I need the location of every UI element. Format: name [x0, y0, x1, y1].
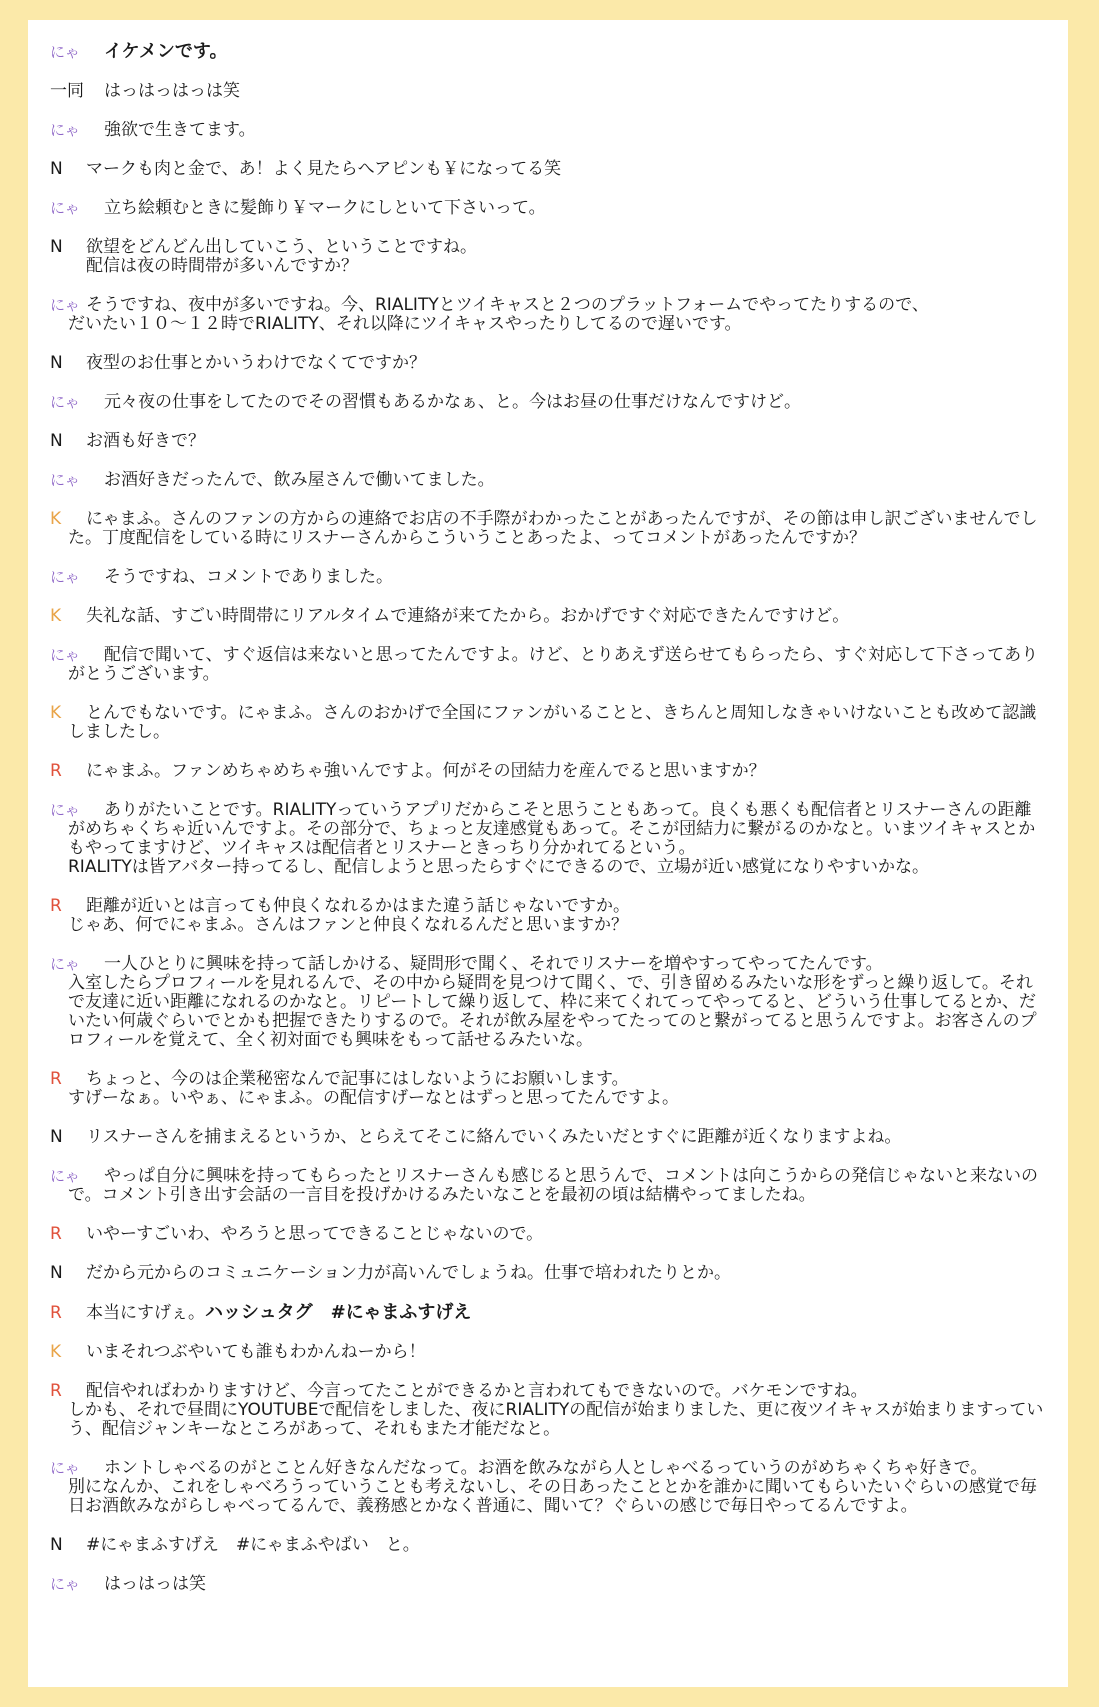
speaker-label: にゃ [50, 955, 80, 973]
dialogue-line [50, 121, 1046, 140]
dialogue-text: いやーすごいわ、やろうと思ってできることじゃないので。 [86, 1224, 544, 1244]
dialogue-line [50, 160, 1046, 179]
dialogue-text: お酒も好きで？ [86, 431, 205, 451]
speaker-label: にゃ [50, 568, 80, 586]
dialogue-line [50, 432, 1046, 451]
dialogue-text: やっぱ自分に興味を持ってもらったとリスナーさんも感じると思うんで、コメントは向こうからの発信じゃないと来ないので。コメント引き出す会話の一言目を投げかけるみたいなことを最初の頃は結構やってましたね。 [68, 1166, 1038, 1205]
interview-panel [28, 20, 1068, 1687]
speaker-label: R [50, 1069, 62, 1089]
dialogue-line [50, 955, 1046, 1050]
speaker-label: N [50, 1263, 63, 1283]
dialogue-text: 夜型のお仕事とかいうわけでなくてですか？ [86, 353, 426, 373]
dialogue-text: ちょっと、今のは企業秘密なんで記事にはしないようにお願いします。 [86, 1069, 629, 1089]
dialogue-text: とんでもないです。にゃまふ。さんのおかげで全国にファンがいることと、きちんと周知しなきゃいけないことも改めて認識しましたし。 [68, 703, 1037, 742]
dialogue-text: イケメンです。 [104, 41, 228, 62]
dialogue-line [50, 238, 1046, 276]
dialogue-line [50, 646, 1046, 684]
dialogue-text-cont: すげーなぁ。いやぁ、にゃまふ。の配信すげーなとはずっと思ってたんですよ。 [68, 1088, 679, 1108]
speaker-label: N [50, 1127, 63, 1147]
dialogue-line [50, 1303, 1046, 1323]
dialogue-text: はっはっは笑 [104, 1574, 206, 1594]
speaker-label: N [50, 431, 63, 451]
dialogue-text: #にゃまふすげえ #にゃまふやばい と。 [86, 1535, 420, 1555]
dialogue-line [50, 1167, 1046, 1205]
speaker-label: R [50, 1381, 62, 1401]
dialogue-line [50, 393, 1046, 412]
dialogue-text: 失礼な話、すごい時間帯にリアルタイムで連絡が来てたから。おかげですぐ対応できたんですけど。 [86, 606, 850, 626]
dialogue-text-cont: RIALITYは皆アバター持ってるし、配信しようと思ったらすぐにできるので、立場が近い感覚になりやすいかな。 [68, 857, 930, 877]
speaker-label: N [50, 1535, 63, 1555]
speaker-label: N [50, 353, 63, 373]
speaker-label: にゃ [50, 121, 80, 139]
dialogue-line [50, 82, 1046, 101]
dialogue-line [50, 801, 1046, 877]
speaker-label: にゃ [50, 393, 80, 411]
dialogue-line [50, 199, 1046, 218]
dialogue-text: ホントしゃべるのがとことん好きなんだなって。お酒を飲みながら人としゃべるっていうのがめちゃくちゃ好きで。 [104, 1458, 988, 1478]
dialogue-line [50, 1536, 1046, 1555]
speaker-label: にゃ [50, 1575, 80, 1593]
speaker-label: R [50, 1224, 62, 1244]
speaker-label: N [50, 237, 63, 257]
dialogue-text: 元々夜の仕事をしてたのでその習慣もあるかなぁ、と。今はお昼の仕事だけなんですけど。 [104, 392, 801, 412]
dialogue-text: お酒好きだったんで、飲み屋さんで働いてました。 [104, 470, 495, 490]
dialogue-line [50, 354, 1046, 373]
dialogue-text: リスナーさんを捕まえるというか、とらえてそこに絡んでいくみたいだとすぐに距離が近くなりますよね。 [86, 1127, 902, 1147]
dialogue-line [50, 42, 1046, 62]
dialogue-line [50, 762, 1046, 781]
dialogue-text: 一人ひとりに興味を持って話しかける、疑問形で聞く、それでリスナーを増やすってやってたんです。 [104, 954, 883, 974]
speaker-label: にゃ [50, 1167, 80, 1185]
speaker-label: K [50, 606, 62, 626]
dialogue-text: にゃまふ。ファンめちゃめちゃ強いんですよ。何がその団結力を産んでると思いますか？ [86, 761, 766, 781]
dialogue-line [50, 568, 1046, 587]
speaker-label: R [50, 896, 62, 916]
speaker-label: にゃ [50, 646, 80, 664]
dialogue-text: 本当にすげぇ。 [86, 1303, 205, 1323]
dialogue-text: いまそれつぶやいても誰もわかんねーから！ [86, 1342, 426, 1362]
dialogue-text: にゃまふ。さんのファンの方からの連絡でお店の不手際がわかったことがあったんですが、その節は申し訳ございませんでした。丁度配信をしている時にリスナーさんからこういうことあったよ、ってコメントがあったんですか？ [68, 509, 1038, 548]
dialogue-line [50, 704, 1046, 742]
dialogue-text: ありがたいことです。RIALITYっていうアプリだからこそと思うこともあって。良くも悪くも配信者とリスナーさんの距離がめちゃくちゃ近いんですよ。その部分で、ちょっと友達感覚もあって。そこが団結力に繋がるのかなと。いまツイキャスとかもやってますけど、ツイキャスは配信者とリスナーときっちり分かれてるという。 [68, 800, 1036, 858]
speaker-label: にゃ [50, 801, 80, 819]
hashtag-emphasis: ハッシュタグ #にゃまふすげえ [205, 1302, 472, 1323]
dialogue-text-cont: じゃあ、何でにゃまふ。さんはファンと仲良くなれるんだと思いますか？ [68, 915, 628, 935]
dialogue-text: 配信やればわかりますけど、今言ってたことができるかと言われてもできないので。バケモンですね。 [86, 1381, 868, 1401]
dialogue-text: マークも肉と金で、あ！よく見たらへアピンも￥になってる笑 [86, 159, 562, 179]
dialogue-line [50, 1264, 1046, 1283]
dialogue-text: そうですね、コメントでありました。 [104, 567, 393, 587]
dialogue-line [50, 1575, 1046, 1594]
speaker-label: にゃ [50, 199, 80, 217]
speaker-label: R [50, 761, 62, 781]
speaker-label: にゃ [50, 471, 80, 489]
dialogue-line [50, 1070, 1046, 1108]
speaker-label: R [50, 1303, 62, 1323]
dialogue-text-cont: 入室したらプロフィールを見れるんで、その中から疑問を見つけて聞く、で、引き留めるみたいな形をずっと繰り返して。それで友達に近い距離になれるのかなと。リピートして繰り返して、枠に来てくれてってやってると、どういう仕事してるとか、だいたい何歳ぐらいでとかも把握できたりするので。それが飲み屋をやってたってのと繋がってると思うんですよ。お客さんのプロフィールを覚えて、全く初対面でも興味をもって話せるみたいな。 [68, 973, 1037, 1050]
dialogue-line [50, 296, 1046, 334]
speaker-label: 一同 [50, 81, 84, 101]
dialogue-line [50, 1459, 1046, 1516]
dialogue-text-cont: 配信は夜の時間帯が多いんですか？ [86, 256, 358, 276]
dialogue-text: 立ち絵頼むときに髪飾り￥マークにしといて下さいって。 [104, 198, 546, 218]
speaker-label: にゃ [50, 43, 80, 61]
dialogue-line [50, 1225, 1046, 1244]
dialogue-line [50, 471, 1046, 490]
speaker-label: N [50, 159, 63, 179]
dialogue-line [50, 1128, 1046, 1147]
dialogue-text: 強欲で生きてます。 [104, 120, 256, 140]
dialogue-text: 欲望をどんどん出していこう、ということですね。 [86, 237, 477, 257]
speaker-label: にゃ [50, 296, 80, 314]
dialogue-text: だから元からのコミュニケーション力が高いんでしょうね。仕事で培われたりとか。 [86, 1263, 731, 1283]
dialogue-text-cont: だいたい１０～１２時でRIALITY、それ以降にツイキャスやったりしてるので遅いです。 [68, 314, 742, 334]
dialogue-text-cont: しかも、それで昼間にYOUTUBEで配信をしました、夜にRIALITYの配信が始まりました、更に夜ツイキャスが始まりますっていう、配信ジャンキーなところがあって、それもまた才能だなと。 [68, 1400, 1044, 1439]
dialogue-text-cont: 別になんか、これをしゃべろうっていうことも考えないし、その日あったこととかを誰かに聞いてもらいたいぐらいの感覚で毎日お酒飲みながらしゃべってるんで、義務感とかなく普通に、聞いて？ぐらいの感じで毎日やってるんですよ。 [68, 1477, 1037, 1516]
speaker-label: K [50, 1342, 62, 1362]
dialogue-text: 配信で聞いて、すぐ返信は来ないと思ってたんですよ。けど、とりあえず送らせてもらったら、すぐ対応して下さってありがとうございます。 [68, 645, 1039, 684]
speaker-label: K [50, 703, 62, 723]
dialogue-line [50, 897, 1046, 935]
dialogue-line [50, 1343, 1046, 1362]
dialogue-line [50, 510, 1046, 548]
speaker-label: K [50, 509, 62, 529]
dialogue-text: そうですね、夜中が多いですね。今、RIALITYとツイキャスと２つのプラットフォームでやってたりするので、 [86, 295, 929, 315]
dialogue-text: 距離が近いとは言っても仲良くなれるかはまた違う話じゃないですか。 [86, 896, 630, 916]
dialogue-text: はっはっはっは笑 [104, 81, 240, 101]
dialogue-line [50, 607, 1046, 626]
speaker-label: にゃ [50, 1459, 80, 1477]
dialogue-line [50, 1382, 1046, 1439]
